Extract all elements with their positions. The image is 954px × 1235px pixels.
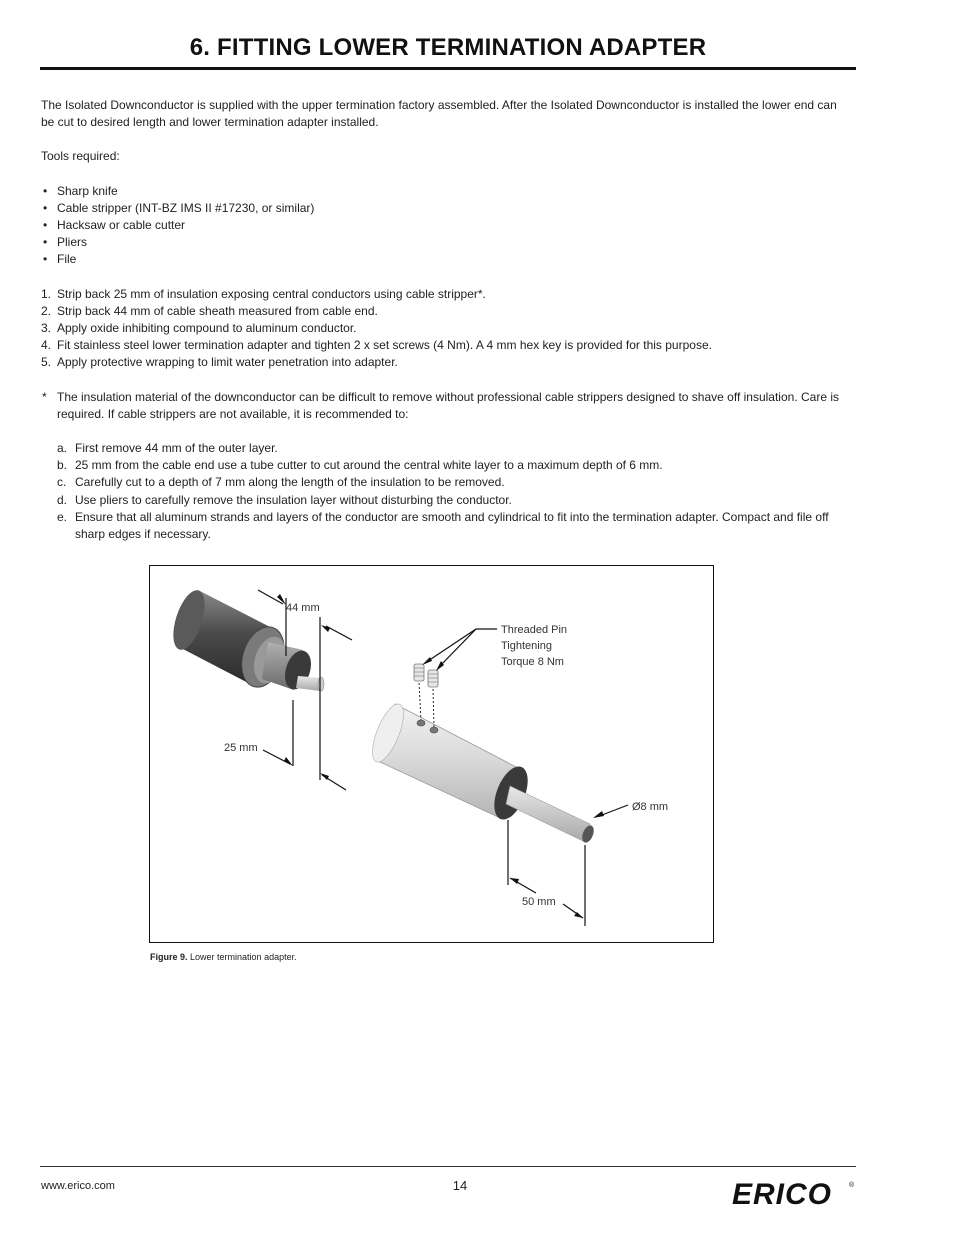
page-number: 14: [452, 1178, 468, 1193]
substep-item: [57, 509, 846, 543]
label-threaded-pin: Threaded Pin: [501, 624, 568, 636]
substep-item: [57, 457, 846, 474]
step-number: 2.: [41, 303, 52, 318]
step-text: Fit stainless steel lower termination adapter and tighten 2 x set screws (4 Nm). A 4 mm hex key is provided for this purpose.: [57, 338, 712, 353]
figure-frame: [149, 565, 714, 943]
adapter-illustration: [150, 566, 713, 942]
label-tightening: Tightening: [501, 640, 552, 652]
set-screw-hole: [417, 720, 425, 726]
step-number: 4.: [41, 338, 52, 353]
screw-leader-arrows: [422, 657, 444, 671]
footer-rule: [40, 1166, 856, 1167]
label-50mm: 50 mm: [522, 896, 556, 908]
label-diameter: Ø8 mm: [632, 801, 669, 813]
step-item: [41, 286, 846, 303]
substep-item: [57, 440, 846, 457]
set-screw: [414, 664, 424, 681]
erico-logo: [730, 1176, 858, 1210]
footer-url[interactable]: www.erico.com: [41, 1180, 115, 1192]
substep-letter: d.: [57, 492, 68, 507]
tools-heading: Tools required:: [41, 149, 120, 164]
substep-item: [57, 492, 846, 509]
screw-leaders: [425, 629, 497, 668]
title-rule: [40, 67, 856, 70]
step-item: [41, 354, 846, 371]
label-torque: Torque 8 Nm: [501, 656, 564, 668]
label-44mm: 44 mm: [286, 602, 320, 614]
diameter-leader: [602, 805, 628, 815]
step-text: Apply oxide inhibiting compound to aluminum conductor.: [57, 321, 357, 336]
diameter-arrow: [593, 811, 604, 818]
cable-dimensions: [258, 590, 352, 790]
step-item: [41, 320, 846, 337]
substep-letter: b.: [57, 458, 68, 473]
conductor-tip: [318, 677, 324, 691]
footnote-marker: *: [42, 389, 47, 404]
step-text: Strip back 44 mm of cable sheath measured from cable end.: [57, 303, 378, 318]
substeps-list: [41, 440, 846, 543]
figure-caption-label: Figure 9.: [150, 952, 188, 962]
step-number: 1.: [41, 286, 52, 301]
substep-text: First remove 44 mm of the outer layer.: [75, 441, 278, 456]
adapter-pin: [506, 786, 590, 842]
substep-letter: a.: [57, 441, 68, 456]
label-25mm: 25 mm: [224, 742, 258, 754]
step-number: 3.: [41, 321, 52, 336]
step-text: Strip back 25 mm of insulation exposing central conductors using cable stripper*.: [57, 286, 486, 301]
figure-caption: [150, 952, 297, 962]
substep-letter: c.: [57, 475, 67, 490]
step-number: 5.: [41, 355, 52, 370]
logo-registered-mark: ®: [849, 1182, 855, 1189]
footnote-text: The insulation material of the downconductor can be difficult to remove without professional cable strippers designed to shave off insulation. Care is required. If cable strippers are not available, it is recommended to:: [57, 389, 839, 421]
list-item: • File: [41, 251, 846, 268]
substep-text: Use pliers to carefully remove the insulation layer without disturbing the conductor.: [75, 492, 512, 507]
intro-paragraph: The Isolated Downconductor is supplied with the upper termination factory assembled. After the Isolated Downconductor is installed the lower end can be cut to desired length and lower termination adapter installed.: [41, 98, 837, 130]
step-item: [41, 337, 846, 354]
list-item: • Hacksaw or cable cutter: [41, 217, 846, 234]
termination-adapter: [366, 700, 596, 844]
tools-list: [41, 183, 846, 269]
footnote: [41, 389, 846, 423]
set-screw: [428, 670, 438, 687]
body-text: [41, 97, 846, 543]
list-item: • Pliers: [41, 234, 846, 251]
logo-wordmark: ERICO: [732, 1178, 833, 1210]
substep-letter: e.: [57, 509, 68, 524]
substep-text: 25 mm from the cable end use a tube cutter to cut around the central white layer to a maximum depth of 6 mm.: [75, 458, 663, 473]
substep-item: [57, 474, 846, 491]
set-screw-hole: [430, 727, 438, 733]
list-item: • Cable stripper (INT-BZ IMS II #17230, or similar): [41, 200, 846, 217]
substep-text: Ensure that all aluminum strands and layers of the conductor are smooth and cylindrical to fit into the termination adapter. Compact and file off sharp edges if necessary.: [75, 509, 829, 542]
figure-caption-text: Lower termination adapter.: [190, 952, 297, 962]
page-title: 6. FITTING LOWER TERMINATION ADAPTER: [189, 34, 707, 61]
step-text: Apply protective wrapping to limit water penetration into adapter.: [57, 355, 398, 370]
list-item: • Sharp knife: [41, 183, 846, 200]
step-item: [41, 303, 846, 320]
steps-list: [41, 286, 846, 372]
substep-text: Carefully cut to a depth of 7 mm along the length of the insulation to be removed.: [75, 475, 505, 490]
